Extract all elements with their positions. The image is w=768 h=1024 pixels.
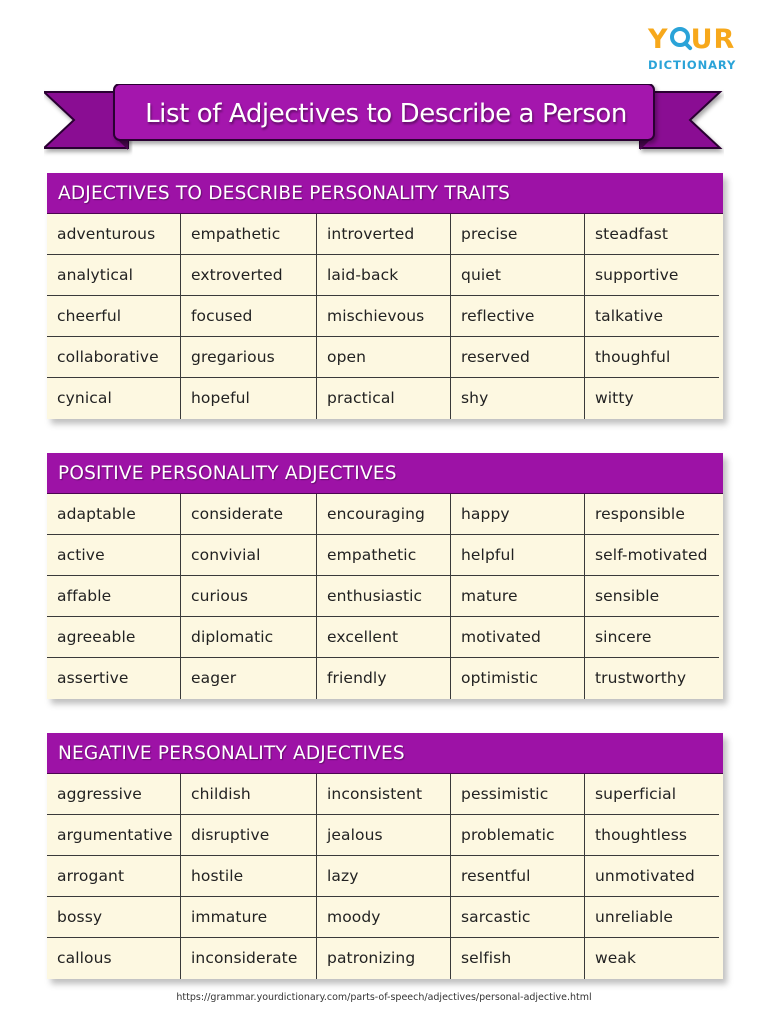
table-cell: pessimistic: [451, 774, 585, 815]
table-cell: enthusiastic: [317, 576, 451, 617]
table-cell: childish: [181, 774, 317, 815]
table-cell: steadfast: [585, 214, 719, 255]
table-cell: adventurous: [47, 214, 181, 255]
table-cell: hopeful: [181, 378, 317, 419]
table-cell: unreliable: [585, 897, 719, 938]
table-cell: helpful: [451, 535, 585, 576]
table-cell: collaborative: [47, 337, 181, 378]
table-cell: immature: [181, 897, 317, 938]
table-cell: aggressive: [47, 774, 181, 815]
table-cell: moody: [317, 897, 451, 938]
table-cell: inconsiderate: [181, 938, 317, 979]
table-cell: mature: [451, 576, 585, 617]
section-heading: POSITIVE PERSONALITY ADJECTIVES: [47, 453, 723, 494]
table-cell: active: [47, 535, 181, 576]
section-negative-adjectives: [47, 733, 723, 979]
adjectives-table: [47, 214, 723, 419]
table-cell: superficial: [585, 774, 719, 815]
table-cell: motivated: [451, 617, 585, 658]
table-cell: empathetic: [181, 214, 317, 255]
table-cell: sarcastic: [451, 897, 585, 938]
table-cell: hostile: [181, 856, 317, 897]
table-cell: inconsistent: [317, 774, 451, 815]
table-cell: friendly: [317, 658, 451, 699]
table-cell: happy: [451, 494, 585, 535]
section-personality-traits: [47, 173, 723, 419]
table-cell: laid-back: [317, 255, 451, 296]
logo-wordmark-bottom: DICTIONARY: [648, 58, 737, 72]
section-heading: ADJECTIVES TO DESCRIBE PERSONALITY TRAITS: [47, 173, 723, 214]
table-cell: gregarious: [181, 337, 317, 378]
table-cell: adaptable: [47, 494, 181, 535]
magnifier-icon: [670, 27, 690, 47]
table-cell: jealous: [317, 815, 451, 856]
table-cell: thoughtless: [585, 815, 719, 856]
table-cell: convivial: [181, 535, 317, 576]
table-cell: diplomatic: [181, 617, 317, 658]
table-cell: self-motivated: [585, 535, 719, 576]
table-cell: thoughful: [585, 337, 719, 378]
table-cell: introverted: [317, 214, 451, 255]
table-cell: weak: [595, 949, 637, 967]
page-title: List of Adjectives to Describe a Person: [145, 99, 627, 129]
table-cell: trustworthy: [595, 669, 687, 687]
table-cell: encouraging: [317, 494, 451, 535]
table-cell: agreeable: [47, 617, 181, 658]
table-cell: callous: [47, 938, 181, 979]
table-cell: responsible: [585, 494, 719, 535]
table-cell: witty: [595, 389, 634, 407]
table-cell: patronizing: [317, 938, 451, 979]
table-cell: extroverted: [181, 255, 317, 296]
table-cell: sincere: [585, 617, 719, 658]
table-cell: reserved: [451, 337, 585, 378]
table-cell: optimistic: [451, 658, 585, 699]
table-cell: selfish: [451, 938, 585, 979]
yourdictionary-logo[interactable]: [648, 26, 748, 72]
table-cell: talkative: [585, 296, 719, 337]
table-cell: practical: [317, 378, 451, 419]
section-positive-adjectives: [47, 453, 723, 699]
section-heading: NEGATIVE PERSONALITY ADJECTIVES: [47, 733, 723, 774]
table-cell: arrogant: [47, 856, 181, 897]
table-cell: problematic: [451, 815, 585, 856]
table-cell: considerate: [181, 494, 317, 535]
table-cell: excellent: [317, 617, 451, 658]
title-banner: [44, 84, 724, 158]
table-cell: unmotivated: [585, 856, 719, 897]
table-cell: empathetic: [317, 535, 451, 576]
table-cell: lazy: [317, 856, 451, 897]
logo-wordmark-top: Y UR: [648, 24, 736, 55]
table-cell: mischievous: [317, 296, 451, 337]
table-cell: quiet: [451, 255, 585, 296]
table-cell: cheerful: [47, 296, 181, 337]
adjectives-table: [47, 774, 723, 979]
source-url[interactable]: https://grammar.yourdictionary.com/parts-of-speech/adjectives/personal-adjective.html: [176, 992, 592, 1003]
table-cell: open: [317, 337, 451, 378]
table-cell: cynical: [47, 378, 181, 419]
table-cell: shy: [451, 378, 585, 419]
table-cell: reflective: [451, 296, 585, 337]
table-cell: bossy: [47, 897, 181, 938]
table-cell: eager: [181, 658, 317, 699]
table-cell: sensible: [585, 576, 719, 617]
table-cell: resentful: [451, 856, 585, 897]
table-cell: assertive: [47, 658, 181, 699]
table-cell: focused: [181, 296, 317, 337]
table-cell: supportive: [585, 255, 719, 296]
table-cell: affable: [47, 576, 181, 617]
table-cell: curious: [181, 576, 317, 617]
table-cell: precise: [451, 214, 585, 255]
table-cell: argumentative: [47, 815, 181, 856]
adjectives-table: [47, 494, 723, 699]
table-cell: disruptive: [181, 815, 317, 856]
table-cell: analytical: [47, 255, 181, 296]
